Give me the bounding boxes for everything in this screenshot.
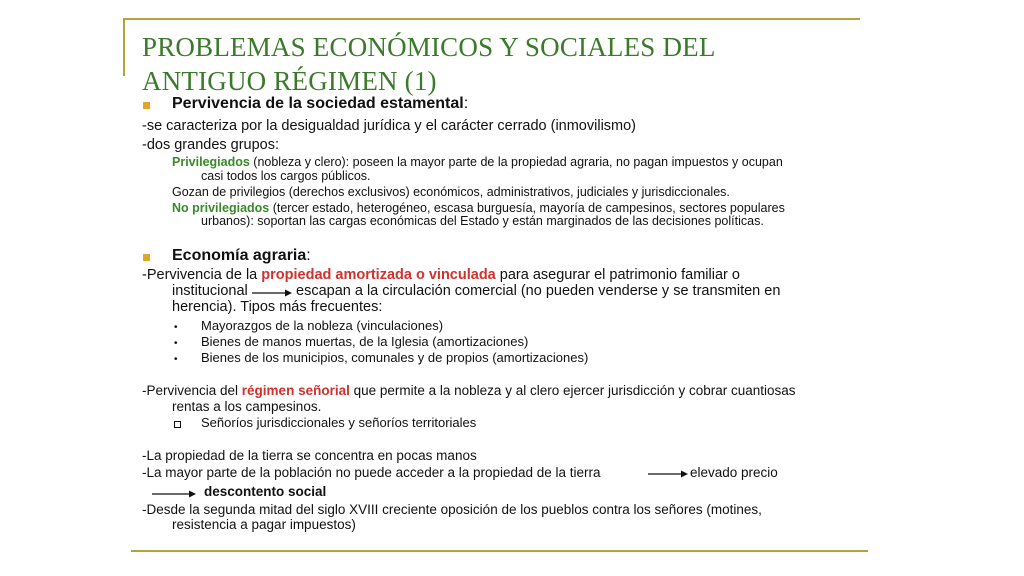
nonprivileged-text: (tercer estado, heterogéneo, escasa burguesía, mayoría de campesinos, sectores populares bbox=[269, 201, 785, 215]
privileged-line2: casi todos los cargos públicos. bbox=[201, 169, 371, 183]
arrow-right-icon bbox=[252, 288, 292, 298]
p2-highlight: régimen señorial bbox=[241, 383, 350, 398]
section1-heading-colon: : bbox=[463, 95, 469, 112]
p4-start: -La mayor parte de la población no puede acceder a la propiedad de la tierra bbox=[142, 465, 601, 480]
type-item-3: Bienes de los municipios, comunales y de propios (amortizaciones) bbox=[201, 350, 589, 365]
arrow-right-icon bbox=[152, 489, 196, 499]
p5-line: descontento social bbox=[204, 484, 327, 499]
title-line-2: ANTIGUO RÉGIMEN (1) bbox=[142, 66, 437, 96]
sub-bullet-icon: • bbox=[174, 338, 178, 349]
nonprivileged-line2: urbanos): soportan las cargas económicas del Estado y están marginados de las decisiones políticas. bbox=[201, 214, 764, 228]
section1-heading bbox=[172, 95, 468, 113]
bullet-icon bbox=[143, 102, 150, 109]
bullet-icon bbox=[143, 254, 150, 261]
p6-line2: resistencia a pagar impuestos) bbox=[172, 517, 356, 532]
privileges-line: Gozan de privilegios (derechos exclusivos) económicos, administrativos, judiciales y jurisdiccionales. bbox=[172, 185, 730, 199]
p6-line1: -Desde la segunda mitad del siglo XVIII creciente oposición de los pueblos contra los señores (motines, bbox=[142, 502, 762, 517]
p2-line2: rentas a los campesinos. bbox=[172, 399, 322, 414]
nonprivileged-label: No privilegiados bbox=[172, 201, 270, 215]
section1-line2: -dos grandes grupos: bbox=[142, 137, 280, 153]
p2-line1 bbox=[142, 383, 796, 398]
p1-end: para asegurar el patrimonio familiar o bbox=[495, 267, 740, 283]
section1-line1: -se caracteriza por la desigualdad jurídica y el carácter cerrado (inmovilismo) bbox=[142, 118, 637, 134]
p1-start: -Pervivencia de la bbox=[142, 267, 262, 283]
p1-highlight: propiedad amortizada o vinculada bbox=[261, 267, 496, 283]
p1-line2-start: institucional bbox=[172, 283, 248, 299]
p1-line2-end: escapan a la circulación comercial (no pueden venderse y se transmiten en bbox=[296, 283, 781, 299]
type-item-2: Bienes de manos muertas, de la Iglesia (amortizaciones) bbox=[201, 334, 529, 349]
privileged-label: Privilegiados bbox=[172, 155, 250, 169]
bottom-rule bbox=[131, 550, 868, 552]
section2-heading-colon: : bbox=[306, 247, 311, 264]
type-item-1: Mayorazgos de la nobleza (vinculaciones) bbox=[201, 318, 444, 333]
p2-sub-item: Señoríos jurisdiccionales y señoríos territoriales bbox=[201, 415, 477, 430]
nonprivileged-line bbox=[172, 201, 785, 215]
checkbox-bullet-icon bbox=[174, 421, 181, 428]
p4-end: elevado precio bbox=[690, 465, 778, 480]
privileged-text: (nobleza y clero): poseen la mayor parte de la propiedad agraria, no pagan impuestos y ocupan bbox=[249, 155, 783, 169]
p3-line: -La propiedad de la tierra se concentra en pocas manos bbox=[142, 448, 477, 463]
section2-heading bbox=[172, 247, 311, 265]
sub-bullet-icon: • bbox=[174, 354, 178, 365]
p1-line1 bbox=[142, 267, 740, 283]
section2-heading-text: Economía agraria bbox=[172, 247, 307, 264]
left-rule bbox=[123, 18, 125, 76]
p2-start: -Pervivencia del bbox=[142, 383, 242, 398]
privileged-line bbox=[172, 155, 783, 169]
p2-end: que permite a la nobleza y al clero ejercer jurisdicción y cobrar cuantiosas bbox=[349, 383, 796, 398]
section1-heading-text: Pervivencia de la sociedad estamental bbox=[172, 95, 464, 112]
title-line-1: PROBLEMAS ECONÓMICOS Y SOCIALES DEL bbox=[142, 32, 716, 62]
slide-title bbox=[142, 30, 716, 98]
sub-bullet-icon: • bbox=[174, 322, 178, 333]
p1-line3: herencia). Tipos más frecuentes: bbox=[172, 299, 383, 315]
top-rule bbox=[123, 18, 860, 20]
arrow-right-icon bbox=[648, 469, 688, 479]
